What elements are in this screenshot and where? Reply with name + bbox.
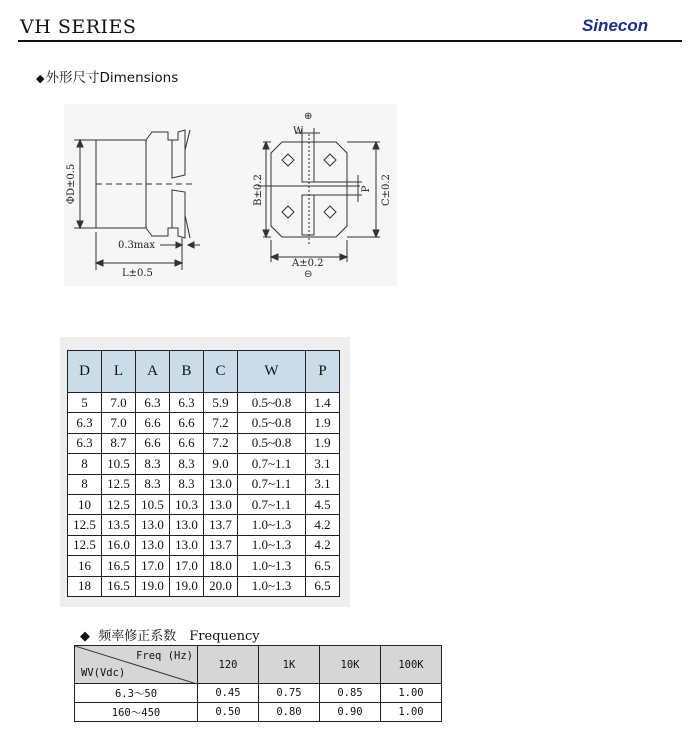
table-row: [68, 576, 340, 596]
table-cell: 7.0: [102, 413, 136, 433]
table-cell: 13.7: [204, 515, 238, 535]
p-dimension-label: P: [361, 185, 372, 193]
table-cell: 5.9: [204, 393, 238, 413]
table-cell: 13.7: [204, 535, 238, 555]
table-cell: 1.9: [306, 433, 340, 453]
table-cell: 6.6: [170, 413, 204, 433]
table-cell: 6.3: [68, 433, 102, 453]
table-cell: 12.5: [102, 494, 136, 514]
series-title: VH SERIES: [20, 16, 137, 38]
table-cell: 3.1: [306, 474, 340, 494]
coefficient-cell: 1.00: [381, 703, 442, 722]
table-cell: 7.0: [102, 393, 136, 413]
table-cell: 4.2: [306, 515, 340, 535]
table-cell: 6.3: [68, 413, 102, 433]
table-cell: 9.0: [204, 454, 238, 474]
table-cell: 6.6: [136, 413, 170, 433]
dimensions-heading-text: 外形尺寸Dimensions: [45, 70, 179, 86]
table-cell: 13.0: [136, 515, 170, 535]
frequency-row: [75, 703, 442, 722]
table-cell: 13.0: [170, 535, 204, 555]
table-cell: 17.0: [136, 556, 170, 576]
table-cell: 12.5: [68, 535, 102, 555]
table-cell: 13.0: [204, 474, 238, 494]
table-cell: 0.5~0.8: [238, 413, 306, 433]
table-cell: 13.5: [102, 515, 136, 535]
table-cell: 18.0: [204, 556, 238, 576]
column-header: L: [102, 351, 136, 393]
diamond-bullet-icon: ◆: [36, 72, 45, 85]
coefficient-cell: 0.45: [198, 684, 259, 703]
frequency-table: [74, 645, 442, 722]
table-row: [68, 413, 340, 433]
dimension-table-body: [68, 393, 340, 597]
frequency-heading: [80, 625, 260, 644]
table-row: [68, 393, 340, 413]
coefficient-cell: 0.85: [320, 684, 381, 703]
coefficient-cell: 0.75: [259, 684, 320, 703]
table-row: [68, 494, 340, 514]
coefficient-cell: 0.90: [320, 703, 381, 722]
table-cell: 0.5~0.8: [238, 393, 306, 413]
table-cell: 8: [68, 474, 102, 494]
voltage-range: 160～450: [75, 703, 198, 722]
max-dimension-label: 0.3max: [118, 240, 155, 251]
plus-polarity-icon: ⊕: [304, 111, 313, 122]
table-cell: 4.5: [306, 494, 340, 514]
table-cell: 10: [68, 494, 102, 514]
table-cell: 8.3: [170, 454, 204, 474]
w-dimension-label: W: [293, 126, 304, 137]
table-cell: 6.5: [306, 556, 340, 576]
column-header: W: [238, 351, 306, 393]
table-cell: 8.7: [102, 433, 136, 453]
c-dimension-label: C±0.2: [381, 174, 392, 206]
table-cell: 5: [68, 393, 102, 413]
table-cell: 13.0: [136, 535, 170, 555]
table-row: [68, 433, 340, 453]
voltage-range: 6.3～50: [75, 684, 198, 703]
table-cell: 10.5: [102, 454, 136, 474]
table-cell: 10.5: [136, 494, 170, 514]
coefficient-cell: 1.00: [381, 684, 442, 703]
table-cell: 1.4: [306, 393, 340, 413]
table-cell: 7.2: [204, 433, 238, 453]
table-cell: 8: [68, 454, 102, 474]
frequency-table-header: [75, 646, 442, 684]
d-dimension-label: ΦD±0.5: [66, 163, 77, 205]
table-cell: 0.7~1.1: [238, 494, 306, 514]
column-header: P: [306, 351, 340, 393]
b-dimension-label: B±0.2: [253, 174, 264, 206]
table-cell: 10.3: [170, 494, 204, 514]
table-cell: 1.0~1.3: [238, 556, 306, 576]
table-cell: 19.0: [136, 576, 170, 596]
table-cell: 16.5: [102, 576, 136, 596]
table-row: [68, 474, 340, 494]
table-cell: 12.5: [68, 515, 102, 535]
table-cell: 6.6: [136, 433, 170, 453]
table-cell: 8.3: [136, 474, 170, 494]
table-cell: 17.0: [170, 556, 204, 576]
diamond-bullet-icon: ◆: [80, 629, 90, 644]
table-cell: 8.3: [136, 454, 170, 474]
table-cell: 16.5: [102, 556, 136, 576]
l-dimension-label: L±0.5: [122, 268, 153, 279]
table-cell: 7.2: [204, 413, 238, 433]
frequency-header: 120: [198, 646, 259, 684]
frequency-header: 10K: [320, 646, 381, 684]
dimension-table-header: [68, 351, 340, 393]
table-cell: 3.1: [306, 454, 340, 474]
table-cell: 13.0: [204, 494, 238, 514]
voltage-axis-label: WV(Vdc): [81, 667, 126, 679]
table-cell: 0.5~0.8: [238, 433, 306, 453]
corner-cell: [75, 646, 198, 684]
frequency-header: 1K: [259, 646, 320, 684]
table-cell: 19.0: [170, 576, 204, 596]
table-row: [68, 454, 340, 474]
column-header: A: [136, 351, 170, 393]
table-cell: 1.0~1.3: [238, 535, 306, 555]
table-cell: 6.6: [170, 433, 204, 453]
table-cell: 6.5: [306, 576, 340, 596]
table-cell: 18: [68, 576, 102, 596]
table-cell: 4.2: [306, 535, 340, 555]
table-cell: 1.0~1.3: [238, 515, 306, 535]
table-cell: 13.0: [170, 515, 204, 535]
a-dimension-label: A±0.2: [292, 258, 324, 269]
frequency-header: 100K: [381, 646, 442, 684]
table-row: [68, 515, 340, 535]
table-cell: 16.0: [102, 535, 136, 555]
table-cell: 6.3: [170, 393, 204, 413]
coefficient-cell: 0.80: [259, 703, 320, 722]
brand-logo: Sinecon: [582, 16, 649, 35]
freq-axis-label: Freq (Hz): [136, 650, 193, 662]
table-cell: 1.9: [306, 413, 340, 433]
table-row: [68, 535, 340, 555]
column-header: B: [170, 351, 204, 393]
table-cell: 0.7~1.1: [238, 454, 306, 474]
table-row: [68, 556, 340, 576]
table-cell: 20.0: [204, 576, 238, 596]
table-cell: 16: [68, 556, 102, 576]
column-header: D: [68, 351, 102, 393]
table-cell: 8.3: [170, 474, 204, 494]
table-cell: 12.5: [102, 474, 136, 494]
column-header: C: [204, 351, 238, 393]
frequency-heading-text: 频率修正系数 Frequency: [98, 629, 260, 644]
table-cell: 0.7~1.1: [238, 474, 306, 494]
minus-polarity-icon: ⊖: [304, 269, 313, 280]
dimension-table: [67, 350, 340, 597]
table-cell: 1.0~1.3: [238, 576, 306, 596]
frequency-row: [75, 684, 442, 703]
coefficient-cell: 0.50: [198, 703, 259, 722]
table-cell: 6.3: [136, 393, 170, 413]
